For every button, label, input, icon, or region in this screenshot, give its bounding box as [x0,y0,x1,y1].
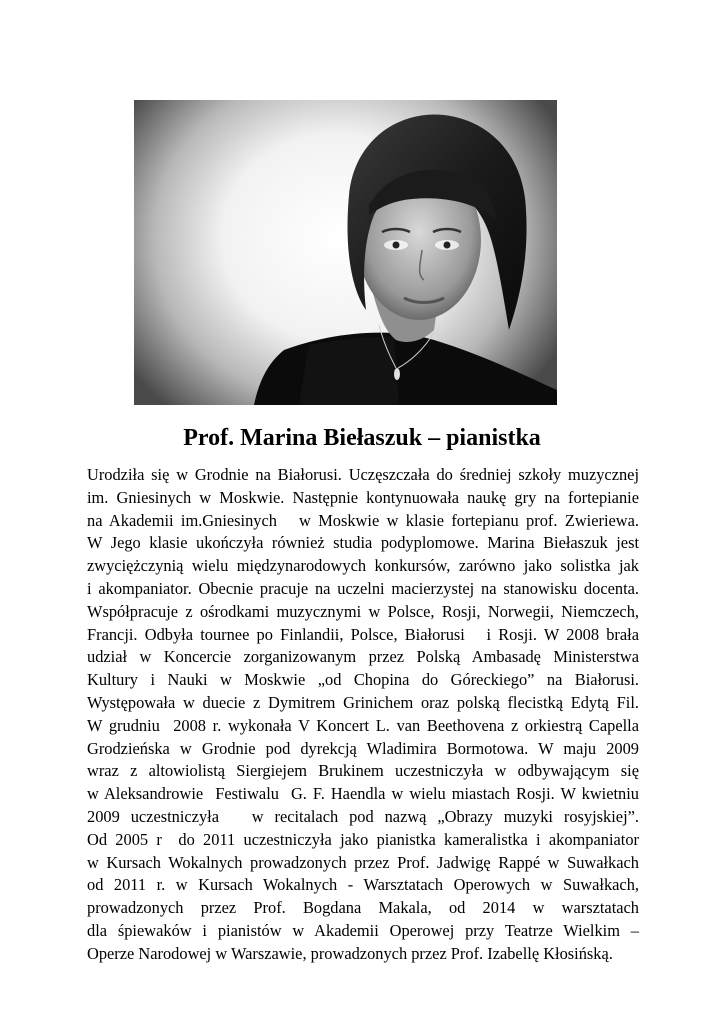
portrait-photo [134,100,557,405]
page-title: Prof. Marina Biełaszuk – pianistka [183,425,541,451]
bio-line: Współpracuje z ośrodkami muzycznymi w Polsce, Rosji, Norwegii, Niemczech, [87,601,639,621]
bio-line: i akompaniator. Obecnie pracuje na uczelni macierzystej na stanowisku docenta. [87,578,639,598]
bio-line: udział w Koncercie zorganizowanym przez Polską Ambasadę Ministerstwa [87,647,639,667]
bio-line: Występowała w duecie z Dymitrem Grinichem oraz polską flecistką Edytą Fil. [87,692,639,712]
bio-line: od 2011 r. w Kursach Wokalnych - Warsztatach Operowych w Suwałkach, [87,875,639,895]
bio-line: W grudniu 2008 r. wykonała V Koncert L. van Beethovena z orkiestrą Capella [87,715,639,735]
bio-line: w Aleksandrowie Festiwalu G. F. Haendla w wielu miastach Rosji. W kwietniu [87,784,639,804]
bio-line: Operze Narodowej w Warszawie, prowadzonych przez Prof. Izabellę Kłosińską. [87,943,613,963]
bio-line: Francji. Odbyła tournee po Finlandii, Polsce, Białorusi i Rosji. W 2008 brała [87,624,639,644]
bio-line: W Jego klasie ukończyła również studia podyplomowe. Marina Biełaszuk jest [87,533,639,553]
bio-line: 2009 uczestniczyła w recitalach pod nazwą „Obrazy muzyki rosyjskiej”. [87,806,639,826]
bio-line: wraz z altowiolistą Siergiejem Brukinem uczestniczyła w odbywającym się [87,761,639,781]
bio-line: Od 2005 r do 2011 uczestniczyła jako pianistka kameralistka i akompaniator [87,829,639,849]
bio-line: na Akademii im.Gniesinych w Moskwie w klasie fortepianu prof. Zwieriewa. [87,510,639,530]
portrait-illustration [134,100,557,405]
biography-text [87,464,639,966]
bio-line: im. Gniesinych w Moskwie. Następnie kontynuowała naukę gry na fortepianie [87,487,639,507]
bio-line: prowadzonych przez Prof. Bogdana Makala, od 2014 w warsztatach [87,898,639,918]
bio-line: dla śpiewaków i pianistów w Akademii Operowej przy Teatrze Wielkim – [87,920,639,940]
bio-line: zwyciężczynią wielu międzynarodowych konkursów, zarówno jako solistka jak [87,556,639,576]
bio-line: w Kursach Wokalnych prowadzonych przez Prof. Jadwigę Rappé w Suwałkach [87,852,639,872]
bio-line: Grodzieńska w Grodnie pod dyrekcją Wladimira Bormotowa. W maju 2009 [87,738,639,758]
bio-line: Kultury i Nauki w Moskwie „od Chopina do Góreckiego” na Białorusi. [87,670,639,690]
bio-line: Urodziła się w Grodnie na Białorusi. Uczęszczała do średniej szkoły muzycznej [87,465,639,484]
